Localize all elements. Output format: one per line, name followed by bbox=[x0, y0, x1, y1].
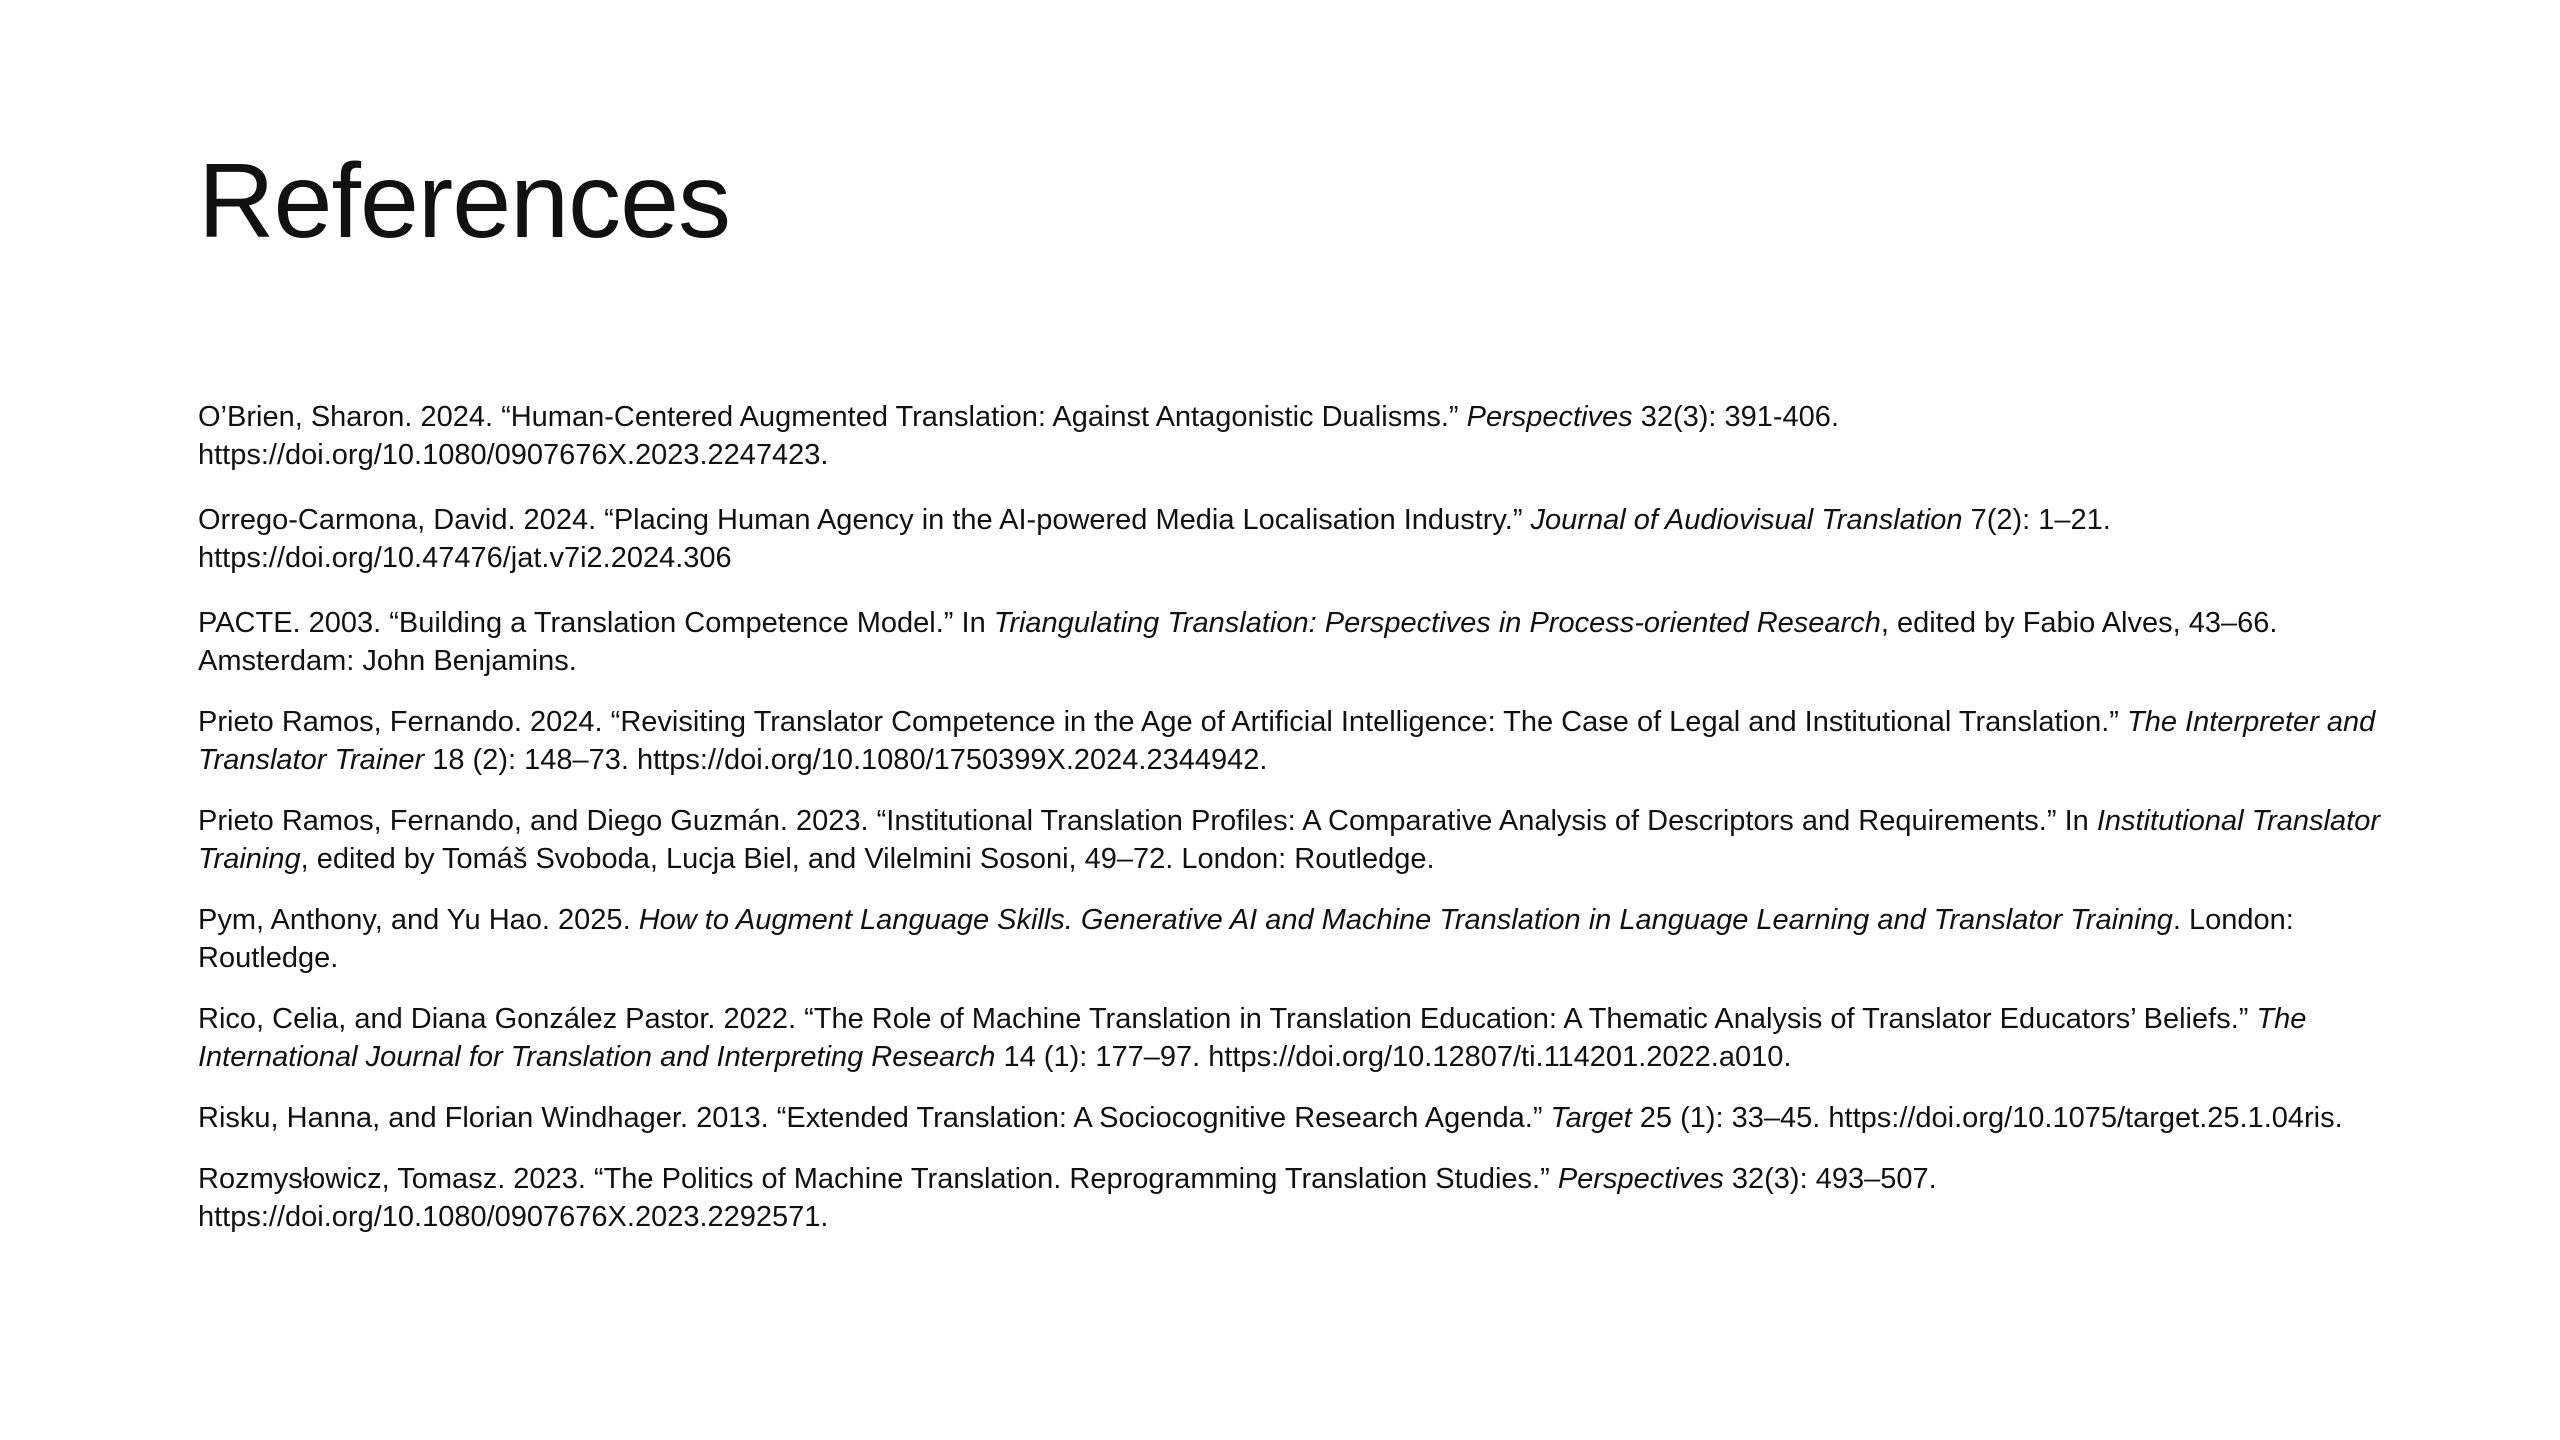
reference-item bbox=[198, 802, 2408, 878]
reference-item bbox=[198, 398, 2408, 474]
reference-item bbox=[198, 604, 2408, 680]
reference-work-title: Triangulating Translation: Perspectives in Process-oriented Research bbox=[993, 607, 1881, 639]
reference-details: 25 (1): 33–45. https://doi.org/10.1075/target.25.1.04ris. bbox=[1631, 1102, 2343, 1134]
slide-title: References bbox=[198, 142, 731, 260]
reference-work-title: How to Augment Language Skills. Generative AI and Machine Translation in Language Learning and Translator Training bbox=[638, 904, 2173, 936]
reference-item bbox=[198, 1000, 2408, 1076]
reference-text: Rozmysłowicz, Tomasz. 2023. “The Politics of Machine Translation. Reprogramming Translation Studies.” bbox=[198, 1163, 1558, 1195]
reference-text: PACTE. 2003. “Building a Translation Competence Model.” In bbox=[198, 607, 994, 639]
reference-work-title: Perspectives bbox=[1557, 1163, 1724, 1195]
reference-work-title: Institutional Translator Training bbox=[198, 805, 2380, 875]
reference-details: 32(3): 391-406. https://doi.org/10.1080/0907676X.2023.2247423. bbox=[198, 401, 1839, 471]
reference-work-title: Target bbox=[1550, 1102, 1632, 1134]
reference-work-title: The Interpreter and Translator Trainer bbox=[198, 706, 2376, 776]
reference-item bbox=[198, 501, 2408, 577]
reference-details: , edited by Fabio Alves, 43–66. Amsterdam: John Benjamins. bbox=[198, 607, 2278, 677]
reference-text: Orrego-Carmona, David. 2024. “Placing Human Agency in the AI-powered Media Localisation Industry.” bbox=[198, 504, 1531, 536]
reference-text: Pym, Anthony, and Yu Hao. 2025. bbox=[198, 904, 639, 936]
reference-details: 18 (2): 148–73. https://doi.org/10.1080/1750399X.2024.2344942. bbox=[424, 744, 1268, 776]
reference-work-title: Journal of Audiovisual Translation bbox=[1530, 504, 1963, 536]
reference-text: Prieto Ramos, Fernando. 2024. “Revisiting Translator Competence in the Age of Artificial Intelligence: The Case of Legal and Institutional Translation.” bbox=[198, 706, 2128, 738]
reference-item bbox=[198, 703, 2408, 779]
reference-text: Rico, Celia, and Diana González Pastor. 2022. “The Role of Machine Translation in Translation Education: A Thematic Analysis of Translator Educators’ Beliefs.” bbox=[198, 1003, 2257, 1035]
reference-details: 32(3): 493–507. https://doi.org/10.1080/0907676X.2023.2292571. bbox=[198, 1163, 1937, 1233]
reference-item bbox=[198, 901, 2408, 977]
reference-details: 7(2): 1–21. https://doi.org/10.47476/jat.v7i2.2024.306 bbox=[198, 504, 2111, 574]
reference-work-title: Perspectives bbox=[1466, 401, 1633, 433]
reference-details: . London: Routledge. bbox=[198, 904, 2294, 974]
reference-details: , edited by Tomáš Svoboda, Lucja Biel, and Vilelmini Sosoni, 49–72. London: Routledge. bbox=[300, 843, 1435, 875]
reference-text: Prieto Ramos, Fernando, and Diego Guzmán. 2023. “Institutional Translation Profiles: A Comparative Analysis of Descriptors and Requirements.” In bbox=[198, 805, 2097, 837]
reference-text: O’Brien, Sharon. 2024. “Human-Centered Augmented Translation: Against Antagonistic Dualisms.” bbox=[198, 401, 1467, 433]
reference-details: 14 (1): 177–97. https://doi.org/10.12807/ti.114201.2022.a010. bbox=[995, 1041, 1792, 1073]
reference-text: Risku, Hanna, and Florian Windhager. 2013. “Extended Translation: A Sociocognitive Research Agenda.” bbox=[198, 1102, 1551, 1134]
reference-item bbox=[198, 1099, 2408, 1137]
reference-list bbox=[198, 398, 2408, 1236]
reference-item bbox=[198, 1160, 2408, 1236]
reference-work-title: The International Journal for Translation and Interpreting Research bbox=[198, 1003, 2307, 1073]
